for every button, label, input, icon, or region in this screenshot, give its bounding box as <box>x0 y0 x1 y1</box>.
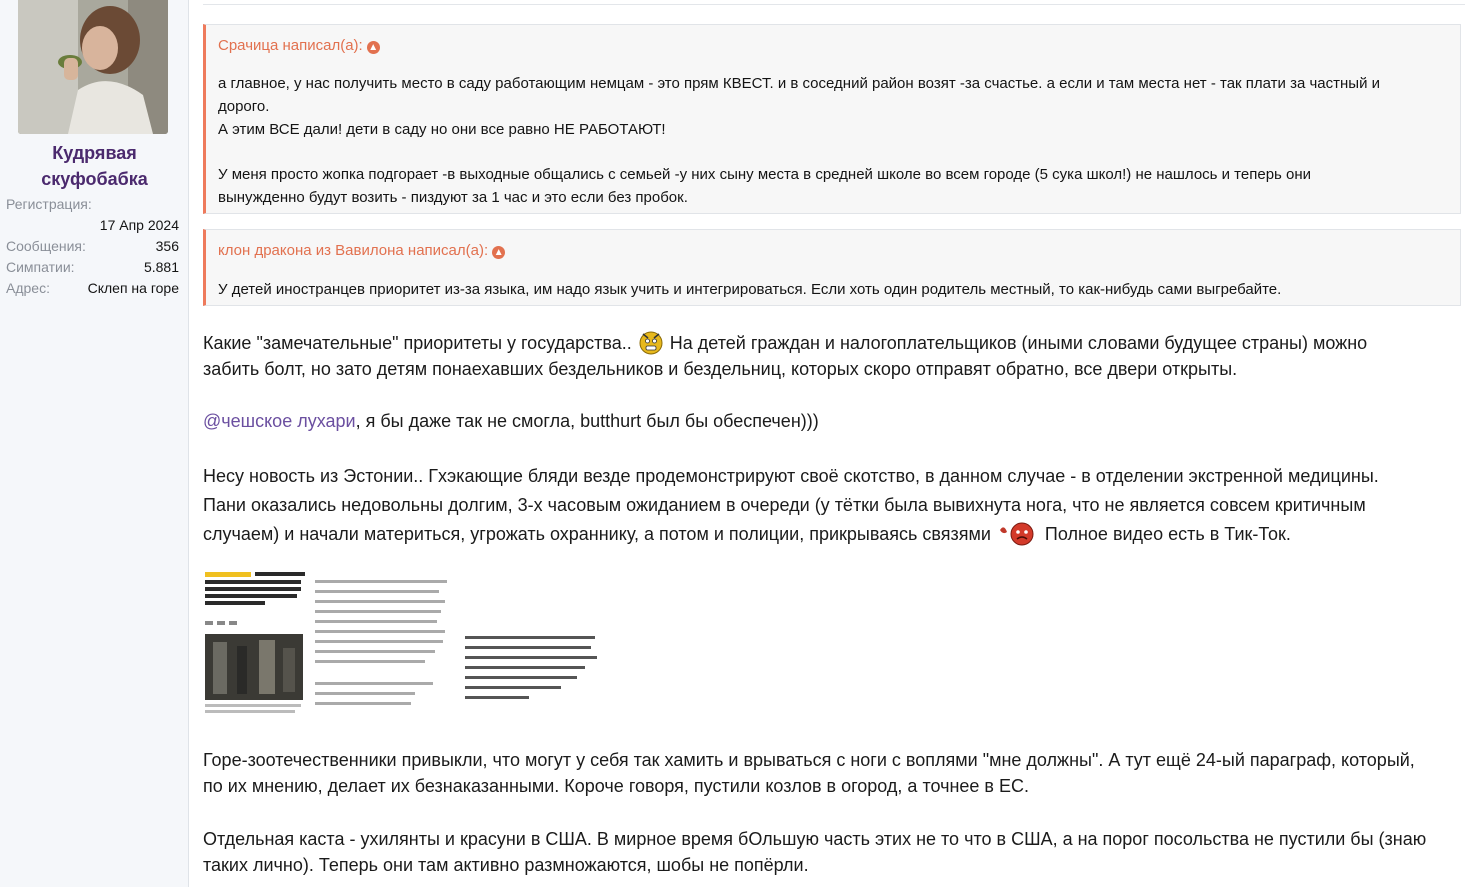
quote-text-2 <box>218 278 1454 301</box>
post-text: Горе-зоотечественники привыкли, что могут у себя так хамить и врываться с ноги с воплями "мне должны". А тут ещё 24-ый параграф, который, <box>203 750 1415 770</box>
post-text: таких лично). Теперь они там активно размножаются, шобы не попёрли. <box>203 855 809 875</box>
arrow-up-circle-icon[interactable]: ▲ <box>368 42 379 53</box>
quote-line: дорого. <box>218 98 270 115</box>
angry-devil-emoji <box>998 520 1038 546</box>
quote-block-1 <box>203 24 1461 214</box>
post-body <box>203 0 1465 887</box>
post-text: по их мнению, делает их безнаказанными. Короче говоря, пустили козлов в огород, а точнее в ЕС. <box>203 776 1030 796</box>
user-mention-link[interactable]: @чешское лухари <box>203 411 356 431</box>
quote-author-name[interactable]: Срачица написал(а): <box>218 37 363 54</box>
user-panel <box>0 0 189 887</box>
annoyed-face-emoji <box>639 329 663 355</box>
quote-author-2[interactable] <box>218 242 505 259</box>
quote-author-name[interactable]: клон дракона из Вавилона написал(а): <box>218 242 489 259</box>
stat-value-address: Склеп на горе <box>87 280 179 296</box>
post-text: Несу новость из Эстонии.. Гхэкающие бляди везде продемонстрируют своё скотство, в данном случае - в отделении экстренной медицины. <box>203 466 1379 486</box>
username-line2: скуфобабка <box>41 169 148 189</box>
quote-line: У меня просто жопка подгорает -в выходные общались с семьей -у них сыну места в средней школе во всем городе (5 сука школ!) не нашлось и теперь они <box>218 166 1312 183</box>
quote-author-1[interactable] <box>218 37 380 54</box>
stat-label-messages: Сообщения: <box>6 238 86 254</box>
quote-line: А этим ВСЕ дали! дети в саду но они все равно НЕ РАБОТАЮТ! <box>218 121 666 138</box>
post-paragraph-1 <box>203 329 1465 382</box>
post-paragraph-5 <box>203 826 1465 878</box>
stat-value-messages[interactable]: 356 <box>155 238 179 254</box>
stat-value-likes: 5.881 <box>143 259 179 275</box>
post-paragraph-3 <box>203 462 1465 549</box>
post-text: На детей граждан и налогоплательщиков (иными словами будущее страны) можно <box>669 333 1368 353</box>
quote-text-1 <box>218 72 1454 209</box>
post-paragraph-4 <box>203 747 1465 799</box>
article-screenshot <box>203 566 603 718</box>
username-line1: Кудрявая <box>52 143 137 163</box>
stat-label-registration: Регистрация: <box>6 196 92 212</box>
post-text: Какие "замечательные" приоритеты у государства.. <box>203 333 632 353</box>
arrow-up-circle-icon[interactable]: ▲ <box>493 247 504 258</box>
avatar-image <box>18 0 168 134</box>
quote-line: а главное, у нас получить место в саду работающим немцам - это прям КВЕСТ. и в соседний район возят -за счастье. а если и там места нет - так плати за частный и <box>218 75 1380 92</box>
post-text: забить болт, но зато детям понаехавших бездельников и бездельниц, которых скоро отправят обратно, все двери открыты. <box>203 359 1238 379</box>
post-text: Пани оказались недовольны долгим, 3-х часовым ожиданием в очереди (у тётки была вывихнута нога, что не является совсем критичным <box>203 495 1366 515</box>
post-text: , я бы даже так не смогла, butthurt был бы обеспечен))) <box>355 411 819 431</box>
stat-label-likes: Симпатии: <box>6 259 75 275</box>
stat-value-registration: 17 Апр 2024 <box>99 217 179 233</box>
post-text: Полное видео есть в Тик-Ток. <box>1044 524 1291 544</box>
username[interactable] <box>0 140 189 192</box>
post-paragraph-2 <box>203 408 1465 434</box>
embedded-article-image[interactable] <box>203 566 603 718</box>
avatar[interactable] <box>18 0 168 134</box>
quote-line: вынужденно будут возить - пиздуют за 1 час и это если без пробок. <box>218 189 688 206</box>
divider <box>203 4 1465 5</box>
quote-line: У детей иностранцев приоритет из-за языка, им надо язык учить и интегрироваться. Если хоть один родитель местный, то как-нибудь сами выгребайте. <box>218 281 1282 298</box>
post-text: случаем) и начали материться, угрожать охраннику, а потом и полиции, прикрываясь связями <box>203 524 991 544</box>
stat-label-address: Адрес: <box>6 280 50 296</box>
quote-block-2 <box>203 229 1461 306</box>
quote-spacer <box>218 141 1454 163</box>
post-text: Отдельная каста - ухилянты и красуни в США. В мирное время бОльшую часть этих не то что в США, а на порог посольства не пустили бы (знаю <box>203 829 1427 849</box>
